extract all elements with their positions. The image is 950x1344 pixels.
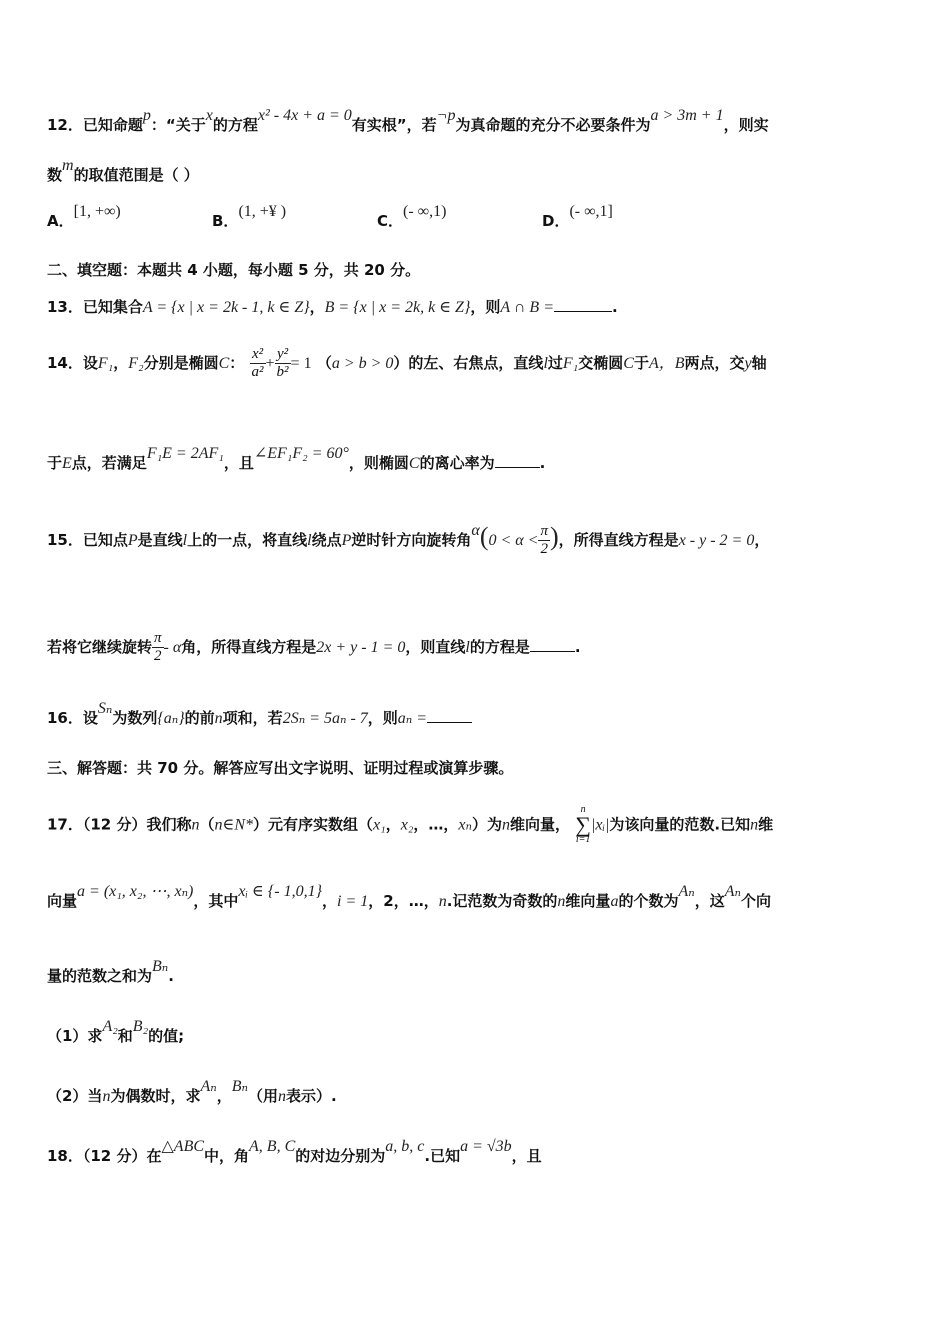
q17-text: 的值; [148,1027,185,1045]
q17-line1 [47,805,900,845]
q16-sn: Sₙ [97,700,113,717]
q17-text: ， [322,892,338,910]
frac-denominator: a² [251,364,264,380]
q12-text: ，则实 [723,116,769,134]
q14-f1: F₁ [562,355,579,372]
q13-set-a: A = {x | x = 2k - 1, k ∈ Z} [142,299,310,316]
q18-text: ，且 [511,1147,542,1165]
q18-text: 的对边分别为 [295,1147,386,1165]
q17-abs-xi: |xᵢ| [590,816,610,834]
section-2-heading: 二、填空题：本题共 4 小题，每小题 5 分，共 20 分。 [47,261,421,279]
q14-line1 [47,346,900,381]
q15-range: 0 < α < [488,532,539,549]
summation [575,805,591,845]
q12-p: p [142,107,151,124]
q14-c: C [218,355,230,372]
q12-option-b [212,203,287,231]
q17-text: .记范数为奇数的 [446,892,558,910]
q18-triangle: △ABC [161,1138,205,1155]
q14-ab: A，B [648,355,685,372]
q17-n: n [557,893,566,910]
q14-f1: F₁ [97,355,114,372]
q15-text: 角，所得直线方程是 [181,638,317,656]
q17-text: 量的范数之和为 [47,967,153,985]
q13-text: ， [309,298,325,316]
q17-part2 [47,1078,900,1106]
paren-left: ( [479,522,489,551]
option-label: C． [377,212,404,230]
q17-text: ）元有序实数组（ [253,815,374,834]
q12-line1 [47,107,900,135]
q17-text: . [168,967,174,985]
q14-y: y [744,355,752,372]
q14-text: ，且 [223,454,254,472]
q18 [47,1138,900,1166]
q14-text: 于 [47,454,63,472]
q17-n: n [502,816,511,834]
q15-p: P [127,532,138,549]
q12-m: m [62,157,74,174]
frac-numerator: π [154,630,162,646]
q17-n: n [102,1088,111,1105]
option-value: [1, +∞) [73,203,121,220]
q12-line2 [47,157,900,185]
q14-text: ）的左、右焦点，直线 [393,354,544,372]
frac-denominator: 2 [540,541,548,557]
q17-bn: Bₙ [152,958,169,975]
q17-text: 表示）. [286,1087,337,1105]
q18-sides: a, b, c [385,1138,425,1155]
q15-text: ，则直线 [405,638,466,656]
q14-text: 两点，交 [684,354,745,372]
q14-text: 于 [633,354,649,372]
q17-text: 个向 [741,892,772,910]
q14-text: 的离心率为 [419,454,495,472]
q17-n-in-naturals: n∈N* [214,816,254,834]
q16-answer-expr: aₙ = [397,710,428,727]
q15-line-equation-2: 2x + y - 1 = 0 [316,639,406,656]
q17-line2 [47,883,900,911]
q14-inequality: a > b > 0 [331,355,394,372]
q17-x1: x₁ [373,816,386,834]
q17-text: ， [385,815,401,834]
q17-xi-domain: xᵢ ∈ {- 1,0,1} [238,883,323,900]
q17-an: Aₙ [678,883,695,900]
q17-xn: xₙ [458,816,472,834]
q12-condition: a > 3m + 1 [650,107,724,124]
q12-text: 为真命题的充分不必要条件为 [455,116,651,134]
q16-text: 项和，若 [222,709,283,727]
q17-text: 和 [117,1027,133,1045]
sum-upper: n [580,804,586,815]
q14-angle: ∠EF₁F₂ = 60° [253,445,349,462]
answer-blank [427,708,472,723]
q13 [47,296,900,317]
q15-text: 若将它继续旋转 [47,638,153,656]
q12-x: x [205,107,213,124]
q15-text: 是直线 [137,531,183,549]
sum-sigma: ∑ [575,812,591,837]
q15-text: . [574,638,581,656]
q12-text: 的方程 [212,116,258,134]
q14-line2 [47,445,900,473]
q15-text: ，所得直线方程是 [558,531,679,549]
equals-one: = 1 [290,355,312,372]
q16 [47,700,900,728]
frac-numerator: y² [275,346,291,364]
q18-text: .已知 [424,1147,461,1165]
q14-text: 点，若满足 [71,454,147,472]
q12-option-d [542,203,613,231]
q12-text: ：“关于 [150,116,206,134]
q15-text: 绕点 [311,531,342,549]
ellipse-frac-x [250,346,266,381]
q17-x2: x₂ [400,816,414,834]
q15-p: P [341,532,352,549]
q17-n: n [438,893,447,910]
answer-blank [554,297,612,312]
q15-text: ， [754,531,770,549]
q13-text: ，则 [470,298,501,316]
frac-numerator: π [540,523,548,539]
q14-text: 14．设 [47,354,98,372]
q17-text: ，这 [694,892,725,910]
q15-line2 [47,630,900,665]
q14-text: ： [229,354,245,372]
q17-text: 向量 [47,892,78,910]
q14-c: C [408,455,420,472]
q16-text: 16．设 [47,709,98,727]
q16-text: 的前 [184,709,215,727]
q15-minus-alpha: - α [163,639,182,656]
q17-an: Aₙ [200,1078,217,1095]
q17-a2: A₂ [102,1018,118,1035]
q14-text: 交椭圆 [578,354,624,372]
q17-part1 [47,1018,900,1046]
q12-text: 有实根”，若 [351,116,437,134]
q17-i: i = 1 [337,893,369,910]
q14-text: ，则椭圆 [348,454,409,472]
q17-b2: B₂ [132,1018,149,1035]
q13-set-b: B = {x | x = 2k, k ∈ Z} [324,299,471,316]
q12-equation: x² - 4x + a = 0 [257,107,352,124]
q14-c: C [623,355,634,372]
q18-text: 中，角 [204,1147,250,1165]
q17-n: n [191,816,200,834]
q18-angles: A, B, C [249,1138,296,1155]
q14-l: l [543,355,548,372]
q18-relation: a = √3b [460,1138,512,1155]
q17-text: 为偶数时，求 [110,1087,201,1105]
ellipse-frac-y [275,346,291,381]
paren-right: ) [550,522,559,551]
q17-an: Aₙ [724,883,741,900]
q18-text: 18．（12 分）在 [47,1147,162,1165]
q17-text: 维向量 [565,892,611,910]
option-label: B． [212,212,239,230]
q17-text: 维向量， [510,815,571,834]
plus-sign: + [265,355,275,372]
q17-text: ， [216,1087,232,1105]
q17-vector: a = (x₁, x₂, ⋯, xₙ) [77,883,194,900]
q15-l: l [465,639,470,656]
answer-blank [530,637,575,652]
q17-text: 维 [758,815,774,834]
q17-text: （ [199,815,215,834]
option-label: A． [47,212,74,230]
q15-alpha: α [471,522,480,539]
q16-an: {aₙ} [157,710,185,727]
q14-text: ， [113,354,129,372]
q17-text: 为该向量的范数.已知 [609,815,751,834]
q13-text: . [611,298,618,316]
q17-text: （用 [248,1087,279,1105]
q12-option-a [47,203,121,231]
q17-text: 17．（12 分）我们称 [47,815,192,834]
q15-line-equation-1: x - y - 2 = 0 [678,532,755,549]
q14-text: . [539,454,546,472]
q16-equation: 2Sₙ = 5aₙ - 7 [282,710,368,727]
pi-over-2 [152,630,164,665]
q15-line1 [47,522,900,558]
pi-over-2 [538,523,550,558]
q16-text: 为数列 [112,709,158,727]
q15-text: 上的一点，将直线 [187,531,308,549]
q17-text: 的个数为 [618,892,679,910]
q14-vector-relation: F₁E = 2AF₁ [146,445,224,462]
option-value: (1, +¥ ) [238,203,287,220]
q12-text: 的取值范围是（ ） [73,166,199,184]
frac-denominator: 2 [154,648,162,664]
q16-text: ，则 [367,709,398,727]
q15-text: 的方程是 [469,638,530,656]
q17-a: a [610,893,619,910]
q15-text: 逆时针方向旋转角 [351,531,472,549]
q16-n: n [214,710,223,727]
q13-text: 13．已知集合 [47,298,143,316]
q17-line3 [47,958,900,986]
q14-text: 过 [547,354,563,372]
sum-lower: i=1 [575,834,591,845]
q15-l: l [307,532,312,549]
q17-text: ）为 [472,815,503,834]
q14-e: E [62,455,72,472]
q17-text: （1）求 [47,1027,103,1045]
frac-denominator: b² [276,364,289,380]
q12-option-c [377,203,447,231]
q17-n: n [750,816,759,834]
q17-text: ，其中 [193,892,239,910]
q17-text: ，…， [413,815,459,834]
q17-bn: Bₙ [231,1078,248,1095]
q12-text: 12．已知命题 [47,116,143,134]
answer-blank [495,453,540,468]
q15-l: l [182,532,188,549]
q17-text: （2）当 [47,1087,103,1105]
q17-n: n [278,1088,287,1105]
option-label: D． [542,212,570,230]
option-value: (- ∞,1) [403,203,447,220]
q14-text: （ [316,354,332,372]
section-3-heading: 三、解答题：共 70 分。解答应写出文字说明、证明过程或演算步骤。 [47,759,514,777]
q12-not-p: ¬p [436,107,456,124]
q14-text: 轴 [751,354,767,372]
q17-text: ，2，…， [368,892,439,910]
option-value: (- ∞,1] [569,203,613,220]
q13-expression: A ∩ B = [500,299,554,316]
q15-text: 15．已知点 [47,531,128,549]
q14-f2: F₂ [128,355,144,372]
q12-text: 数 [47,166,63,184]
q14-text: 分别是椭圆 [143,354,219,372]
frac-numerator: x² [250,346,266,364]
